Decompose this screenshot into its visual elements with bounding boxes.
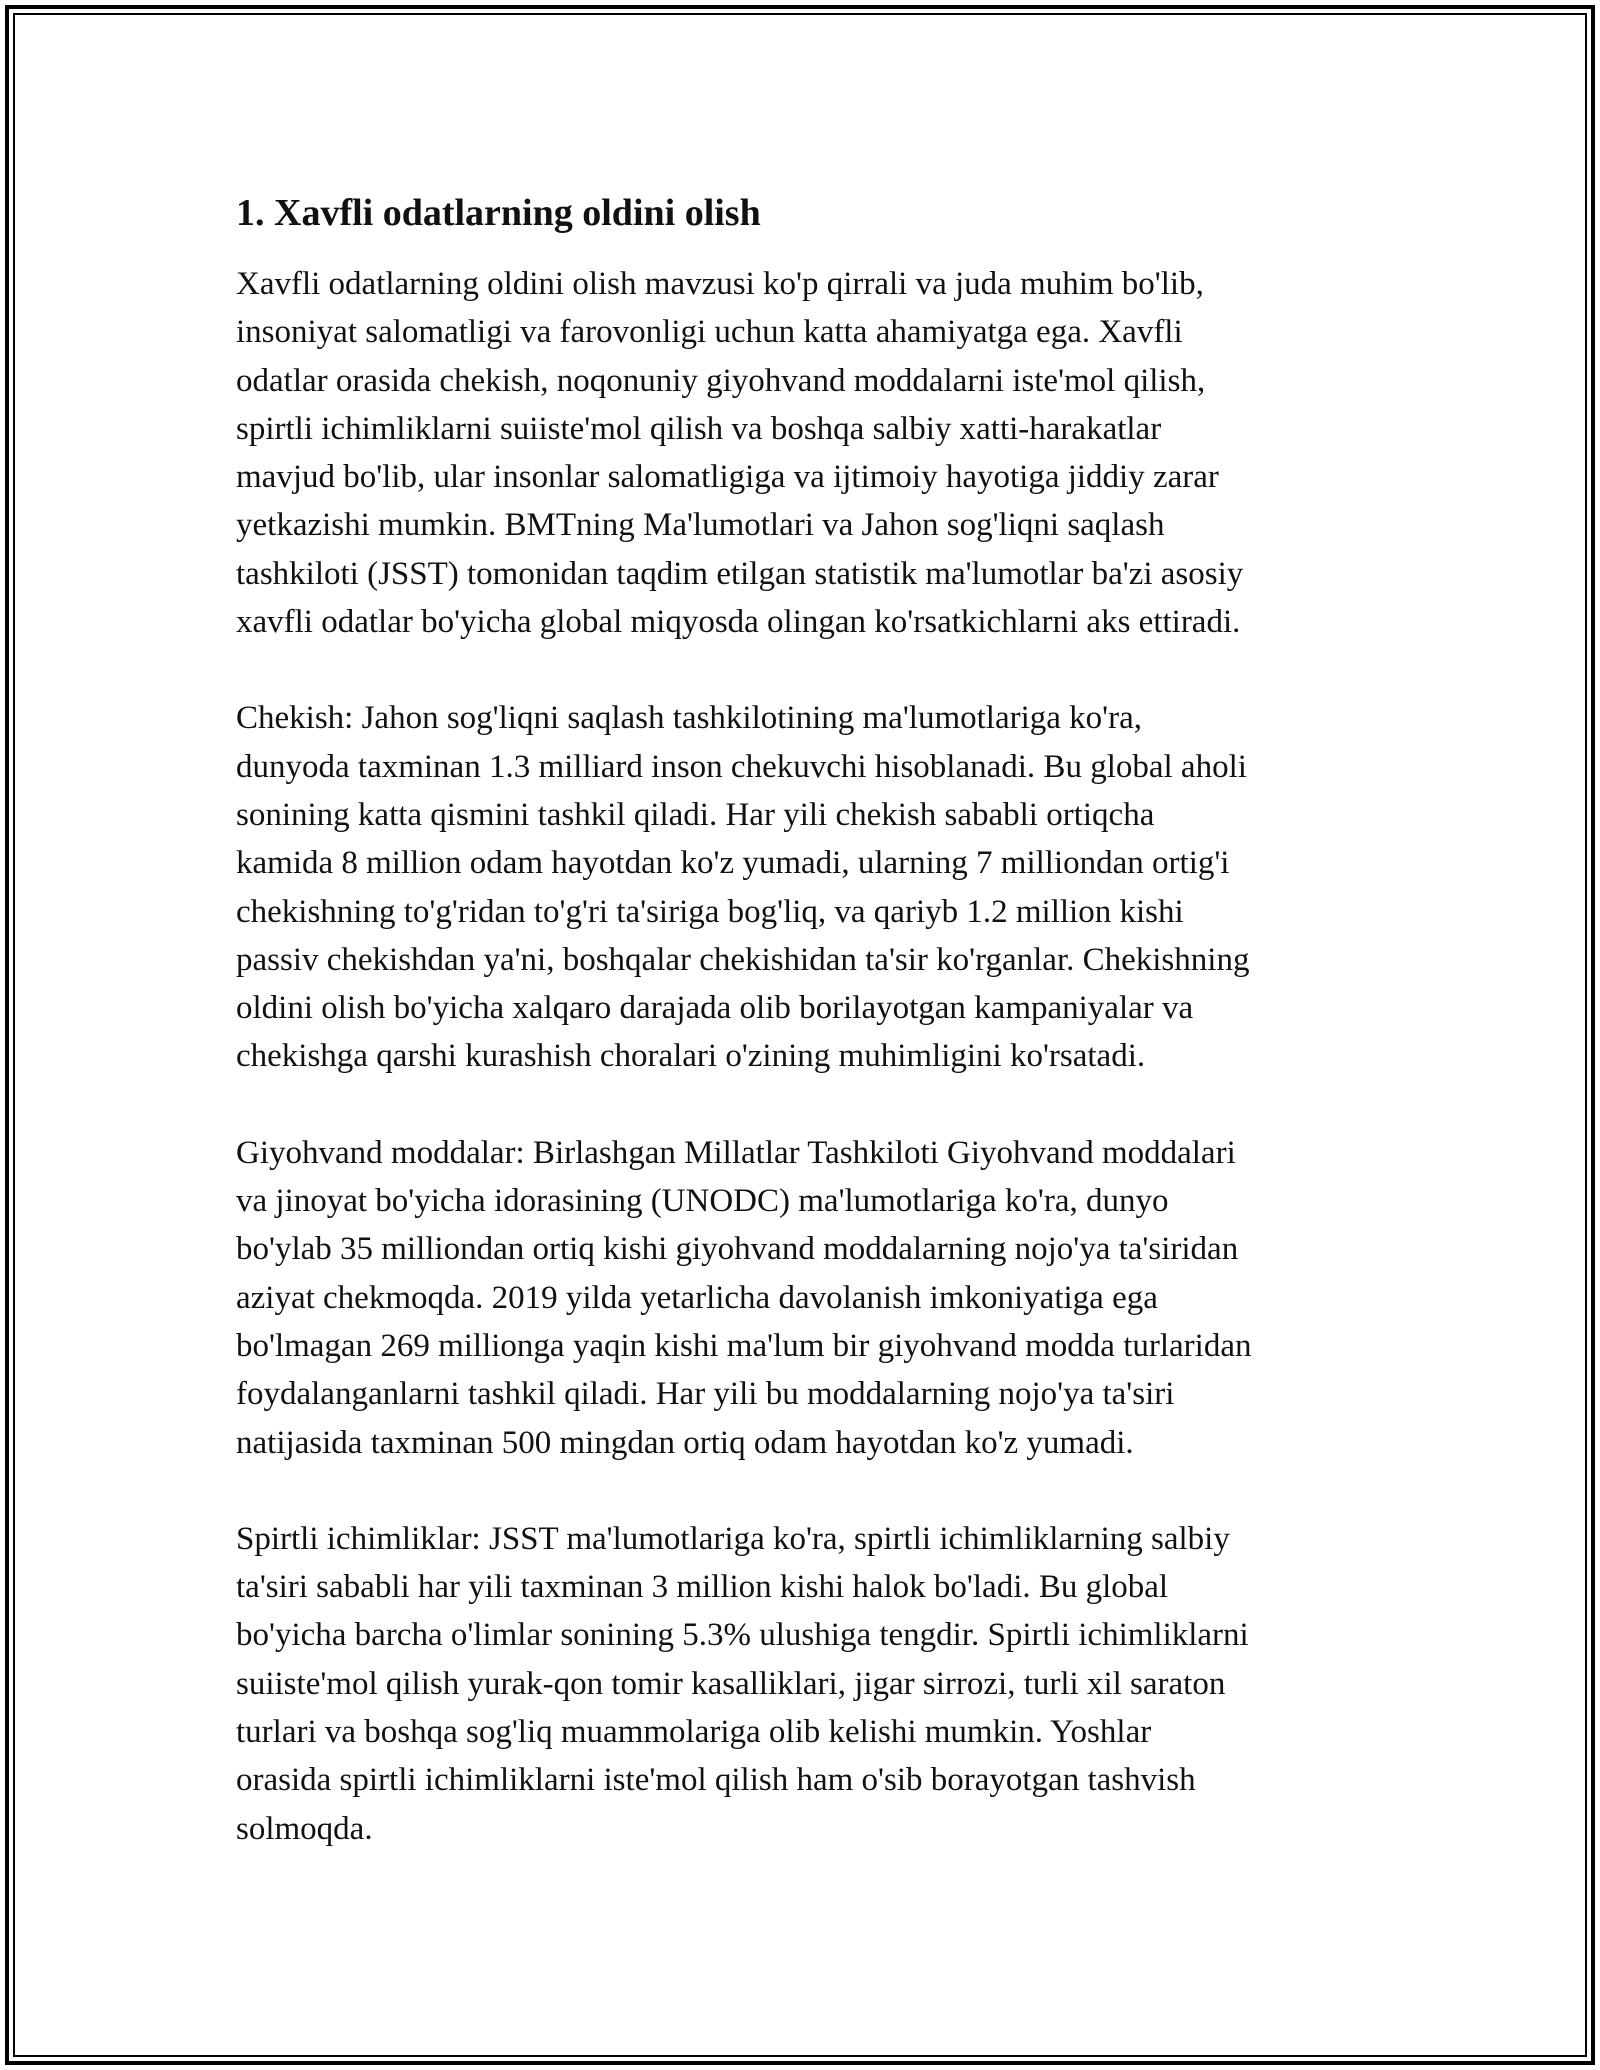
- paragraph-smoking: Chekish: Jahon sog'liqni saqlash tashkilotining ma'lumotlariga ko'ra, dunyoda taxminan 1.3 milliard inson chekuvchi hisoblanadi. Bu global aholi sonining katta qismini tashkil qiladi. Har yili chekish sababli ortiqcha kamida 8 million odam hayotdan ko'z yumadi, ularning 7 milliondan ortig'i chekishning to'g'ridan to'g'ri ta'siriga bog'liq, va qariyb 1.2 million kishi passiv chekishdan ya'ni, boshqalar chekishidan ta'sir ko'rganlar. Chekishning oldini olish bo'yicha xalqaro darajada olib borilayotgan kampaniyalar va chekishga qarshi kurashish choralari o'zining muhimligini ko'rsatadi.: [236, 700, 1250, 1075]
- paragraph-alcohol: Spirtli ichimliklar: JSST ma'lumotlariga ko'ra, spirtli ichimliklarning salbiy ta'siri sababli har yili taxminan 3 million kishi halok bo'ladi. Bu global bo'yicha barcha o'limlar sonining 5.3% ulushiga tengdir. Spirtli ichimliklarni suiiste'mol qilish yurak-qon tomir kasalliklari, jigar sirrozi, turli xil saraton turlari va boshqa sog'liq muammolariga olib kelishi mumkin. Yoshlar orasida spirtli ichimliklarni iste'mol qilish ham o'sib borayotgan tashvish solmoqda.: [236, 1520, 1249, 1847]
- document-body: [236, 186, 1376, 1901]
- paragraph-intro: Xavfli odatlarning oldini olish mavzusi ko'p qirrali va juda muhim bo'lib, insoniyat salomatligi va farovonligi uchun katta ahamiyatga ega. Xavfli odatlar orasida chekish, noqonuniy giyohvand moddalarni iste'mol qilish, spirtli ichimliklarni suiiste'mol qilish va boshqa salbiy xatti-harakatlar mavjud bo'lib, ular insonlar salomatligiga va ijtimoiy hayotiga jiddiy zarar yetkazishi mumkin. BMTning Ma'lumotlari va Jahon sog'liqni saqlash tashkiloti (JSST) tomonidan taqdim etilgan statistik ma'lumotlar ba'zi asosiy xavfli odatlar bo'yicha global miqyosda olingan ko'rsatkichlarni aks ettiradi.: [236, 266, 1244, 641]
- section-title: 1. Xavfli odatlarning oldini olish: [236, 192, 761, 234]
- paragraph-drugs: Giyohvand moddalar: Birlashgan Millatlar Tashkiloti Giyohvand moddalari va jinoyat bo'yicha idorasining (UNODC) ma'lumotlariga ko'ra, dunyo bo'ylab 35 milliondan ortiq kishi giyohvand moddalarning nojo'ya ta'siridan aziyat chekmoqda. 2019 yilda yetarlicha davolanish imkoniyatiga ega bo'lmagan 269 millionga yaqin kishi ma'lum bir giyohvand modda turlaridan foydalanganlarni tashkil qiladi. Har yili bu moddalarning nojo'ya ta'siri natijasida taxminan 500 mingdan ortiq odam hayotdan ko'z yumadi.: [236, 1134, 1252, 1461]
